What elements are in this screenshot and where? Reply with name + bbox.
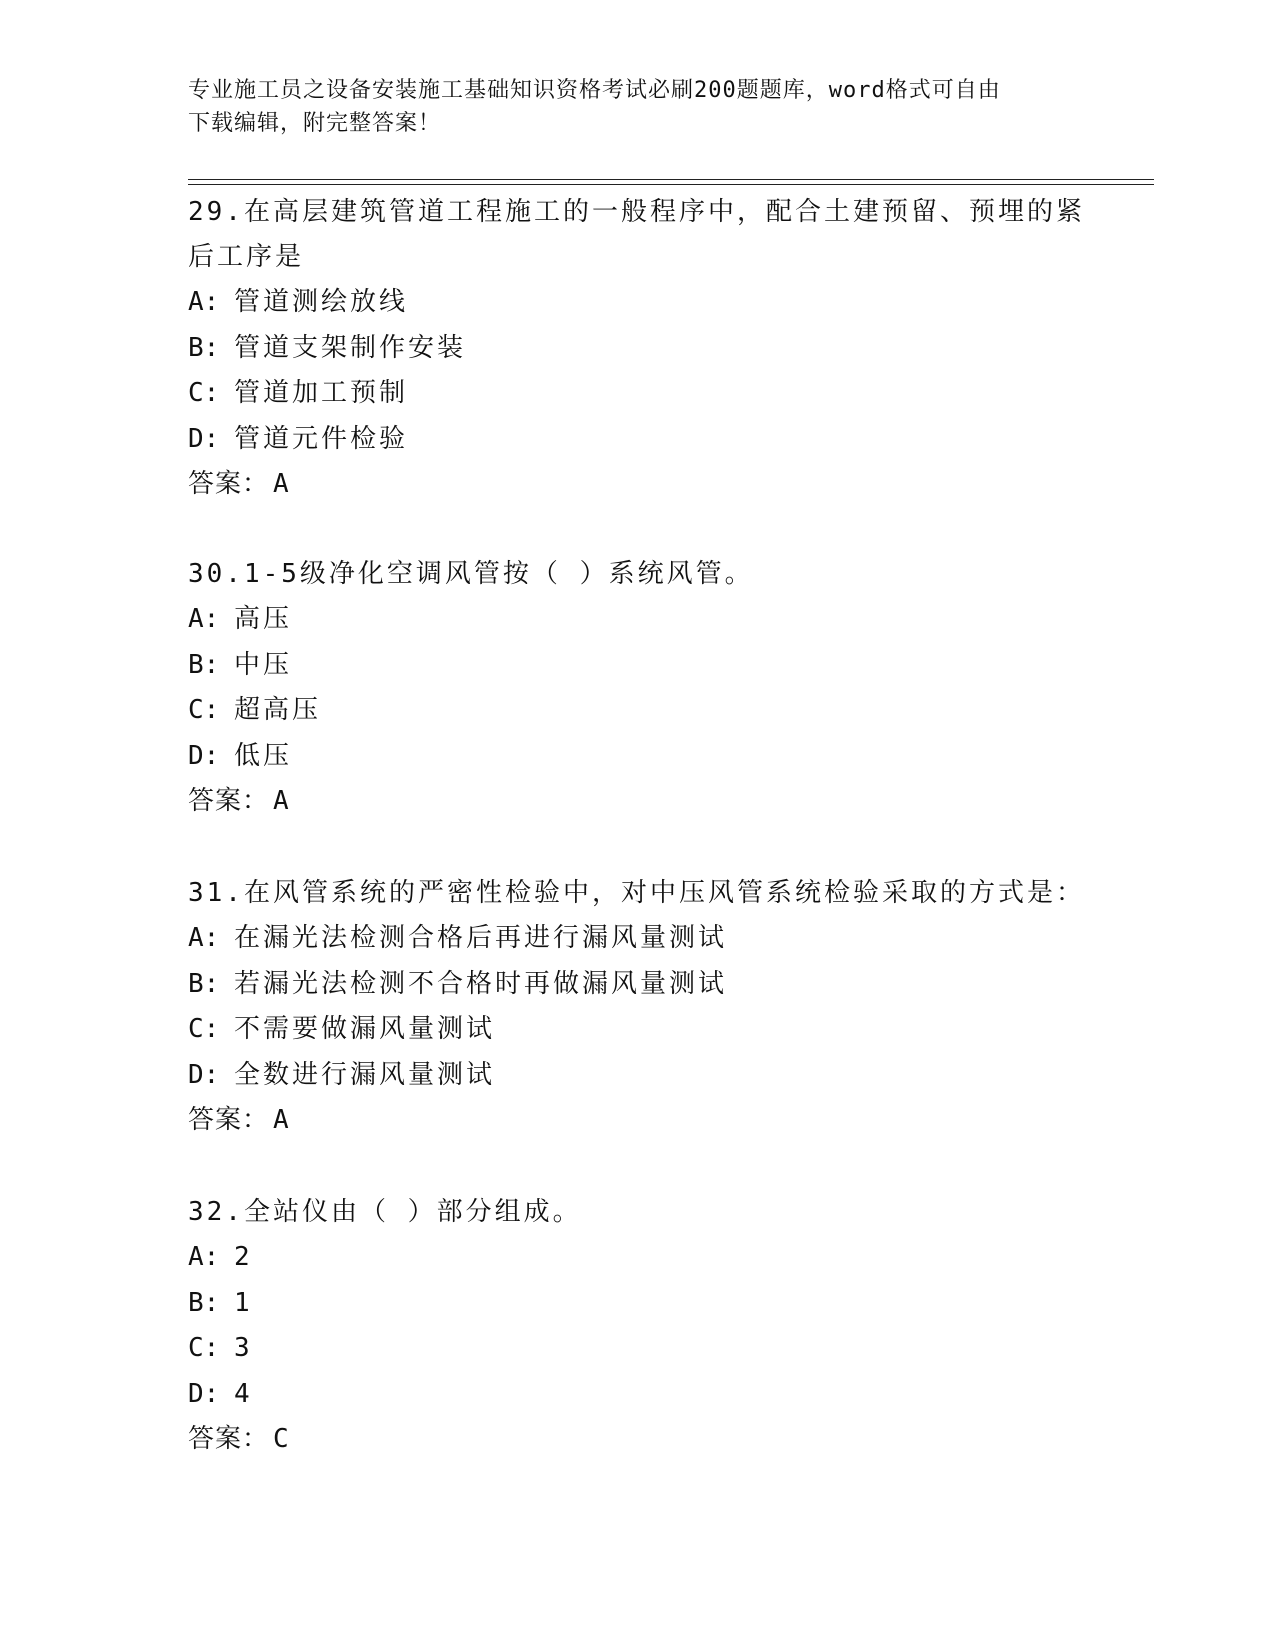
option-text: 管道支架制作安装 (234, 332, 467, 363)
option-letter: D: (188, 423, 220, 454)
document-header (188, 74, 1068, 140)
option-d (188, 1372, 1088, 1418)
option-b (188, 962, 1088, 1008)
option-text: 全数进行漏风量测试 (234, 1059, 496, 1090)
header-divider-top (188, 179, 1154, 180)
answer-label: 答案： (188, 1424, 270, 1454)
option-b (188, 326, 1088, 372)
answer-value: A (273, 786, 290, 816)
option-text: 3 (234, 1333, 253, 1363)
option-a (188, 916, 1088, 962)
option-d (188, 1053, 1088, 1099)
answer-value: A (273, 469, 290, 499)
answer-label: 答案： (188, 1105, 270, 1135)
option-text: 在漏光法检测合格后再进行漏风量测试 (234, 923, 728, 953)
header-divider-bottom (188, 184, 1154, 185)
option-letter: A: (188, 287, 220, 317)
question-31 (188, 871, 1088, 1143)
option-letter: A: (188, 923, 220, 953)
question-32 (188, 1190, 1088, 1462)
option-text: 管道测绘放线 (234, 287, 409, 317)
option-text: 管道元件检验 (234, 423, 409, 454)
option-text: 超高压 (234, 695, 322, 725)
option-letter: C: (188, 1333, 220, 1363)
answer-label: 答案： (188, 469, 270, 499)
answer-line (188, 462, 1088, 507)
option-text: 管道加工预制 (234, 378, 409, 408)
option-b (188, 643, 1088, 689)
option-letter: A: (188, 1242, 220, 1272)
option-text: 1 (234, 1287, 253, 1318)
option-letter: D: (188, 740, 220, 771)
answer-label: 答案： (188, 786, 270, 816)
header-line-2: 下载编辑，附完整答案！ (188, 111, 442, 136)
option-letter: C: (188, 1014, 220, 1044)
option-a (188, 597, 1088, 643)
question-stem-line: 32.全站仪由（ ）部分组成。 (188, 1197, 582, 1227)
question-stem-line: 30.1-5级净化空调风管按（ ）系统风管。 (188, 559, 754, 589)
option-letter: B: (188, 332, 220, 363)
answer-line (188, 779, 1088, 824)
option-b (188, 1281, 1088, 1327)
option-letter: C: (188, 695, 220, 725)
option-d (188, 734, 1088, 780)
option-a (188, 1235, 1088, 1281)
option-text: 2 (234, 1242, 253, 1272)
question-stem-line: 后工序是 (188, 242, 305, 272)
option-text: 若漏光法检测不合格时再做漏风量测试 (234, 968, 728, 999)
option-text: 高压 (234, 604, 293, 634)
answer-line (188, 1417, 1088, 1462)
option-letter: C: (188, 378, 220, 408)
question-stem (188, 552, 1088, 597)
option-c (188, 1007, 1088, 1053)
question-30 (188, 552, 1088, 824)
option-d (188, 417, 1088, 463)
option-text: 低压 (234, 740, 293, 771)
option-letter: B: (188, 1287, 220, 1318)
answer-value: A (273, 1105, 290, 1135)
question-stem-line: 29.在高层建筑管道工程施工的一般程序中，配合土建预留、预埋的紧 (188, 197, 1085, 227)
question-stem-line: 31.在风管系统的严密性检验中，对中压风管系统检验采取的方式是： (188, 878, 1085, 908)
question-29 (188, 190, 1088, 507)
question-stem (188, 1190, 1088, 1235)
option-text: 4 (234, 1378, 253, 1409)
option-letter: D: (188, 1059, 220, 1090)
question-stem (188, 190, 1088, 280)
option-a (188, 280, 1088, 326)
option-c (188, 1326, 1088, 1372)
option-letter: B: (188, 649, 220, 680)
answer-line (188, 1098, 1088, 1143)
option-letter: B: (188, 968, 220, 999)
header-line-1: 专业施工员之设备安装施工基础知识资格考试必刷200题题库，word格式可自由 (188, 78, 1001, 103)
option-letter: A: (188, 604, 220, 634)
option-c (188, 371, 1088, 417)
option-letter: D: (188, 1378, 220, 1409)
answer-value: C (273, 1424, 290, 1454)
option-text: 中压 (234, 649, 293, 680)
option-c (188, 688, 1088, 734)
option-text: 不需要做漏风量测试 (234, 1014, 496, 1044)
question-stem (188, 871, 1088, 916)
